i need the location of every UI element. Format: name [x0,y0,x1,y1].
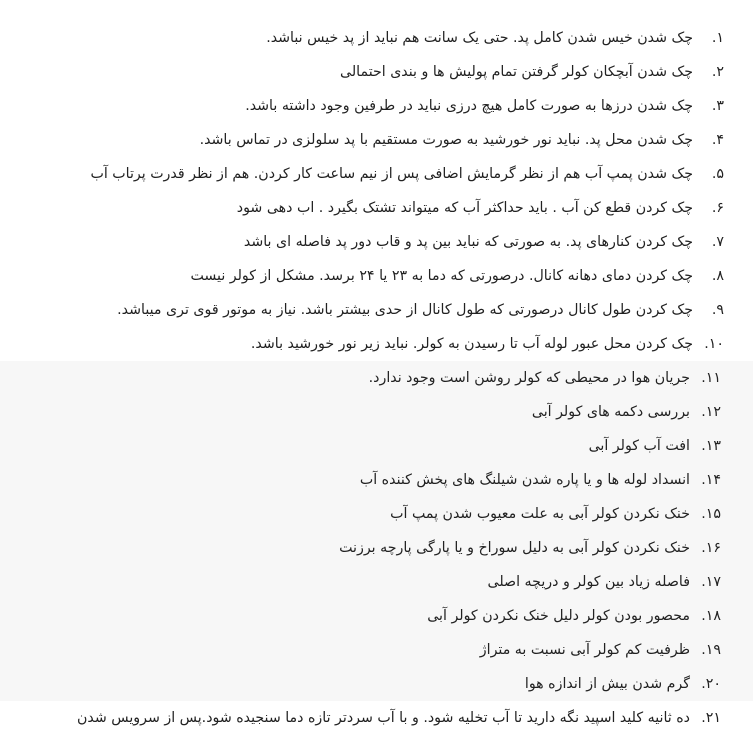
item-number: ۱۳. [701,438,721,454]
item-number: ۱۲. [701,404,721,420]
item-number: ۱. [711,30,724,46]
item-number: ۵. [711,166,724,182]
item-number: ۱۹. [701,642,721,658]
list-item [0,21,753,55]
item-number: ۲۰. [701,676,721,692]
item-number: ۱۴. [701,472,721,488]
item-text: چک کردن کنارهای پد. به صورتی که نباید بین پد و قاب دور پد فاصله ای باشد [243,234,693,250]
list-item [0,191,753,225]
list-item [0,293,753,327]
item-number: ۱۰. [704,336,724,352]
item-number: ۳. [711,98,724,114]
item-number: ۸. [711,268,724,284]
item-text: خنک نکردن کولر آبی به دلیل سوراخ و یا پارگی پارچه برزنت [339,540,690,556]
list-item [0,565,753,599]
list-item [0,701,753,731]
item-number: ۲۱. [701,710,721,726]
item-text: چک شدن پمپ آب هم از نظر گرمایش اضافی پس از نیم ساعت کار کردن. هم از نظر قدرت پرتاب آب [90,166,693,182]
item-text: چک کردن قطع کن آب . باید حداکثر آب که میتواند تشتک بگیرد . اب دهی شود [236,200,693,216]
list-item [0,327,753,361]
item-text: چک کردن دمای دهانه کانال. درصورتی که دما به ۲۳ یا ۲۴ برسد. مشکل از کولر نیست [190,268,693,284]
item-text: فاصله زیاد بین کولر و دریچه اصلی [487,574,690,590]
item-number: ۶. [711,200,724,216]
item-text: جریان هوا در محیطی که کولر روشن است وجود ندارد. [368,370,690,386]
item-number: ۷. [711,234,724,250]
list-item [0,599,753,633]
list-item [0,157,753,191]
item-number: ۱۱. [701,370,721,386]
item-number: ۱۶. [701,540,721,556]
item-text: گرم شدن بیش از اندازه هوا [524,676,690,692]
checklist [0,21,753,731]
item-number: ۲. [711,64,724,80]
item-number: ۱۵. [701,506,721,522]
item-text: بررسی دکمه های کولر آبی [531,404,690,420]
list-item [0,463,753,497]
item-number: ۴. [711,132,724,148]
list-item [0,89,753,123]
item-text: چک شدن محل پد. نباید نور خورشید به صورت مستقیم با پد سلولزی در تماس باشد. [199,132,693,148]
item-text: افت آب کولر آبی [588,438,690,454]
list-item [0,55,753,89]
list-item [0,531,753,565]
list-item [0,497,753,531]
item-text: انسداد لوله ها و یا پاره شدن شیلنگ های پخش کننده آب [359,472,690,488]
item-number: ۱۸. [701,608,721,624]
item-text: چک کردن طول کانال درصورتی که طول کانال از حدی بیشتر باشد. نیاز به موتور قوی تری میباشد. [117,302,693,318]
item-text: چک شدن آبچکان کولر گرفتن تمام پولیش ها و بندی احتمالی [340,64,693,80]
item-text: خنک نکردن کولر آبی به علت معیوب شدن پمپ آب [390,506,690,522]
list-item [0,361,753,395]
item-number: ۱۷. [701,574,721,590]
list-item [0,667,753,701]
list-item [0,429,753,463]
item-text: چک شدن درزها به صورت کامل هیچ درزی نباید در طرفین وجود داشته باشد. [245,98,693,114]
item-number: ۹. [711,302,724,318]
list-item [0,123,753,157]
item-text: ظرفیت کم کولر آبی نسبت به متراژ [479,642,690,658]
list-item [0,395,753,429]
list-item [0,259,753,293]
list-item [0,225,753,259]
item-text: چک کردن محل عبور لوله آب تا رسیدن به کولر. نباید زیر نور خورشید باشد. [250,336,693,352]
item-text: ده ثانیه کلید اسپید نگه دارید تا آب تخلیه شود. و با آب سردتر تازه دما سنجیده شود.پس از سرویس شدن [76,710,690,726]
item-text: چک شدن خیس شدن کامل پد. حتی یک سانت هم نباید از پد خیس نباشد. [266,30,693,46]
item-text: محصور بودن کولر دلیل خنک نکردن کولر آبی [427,608,690,624]
list-item [0,633,753,667]
